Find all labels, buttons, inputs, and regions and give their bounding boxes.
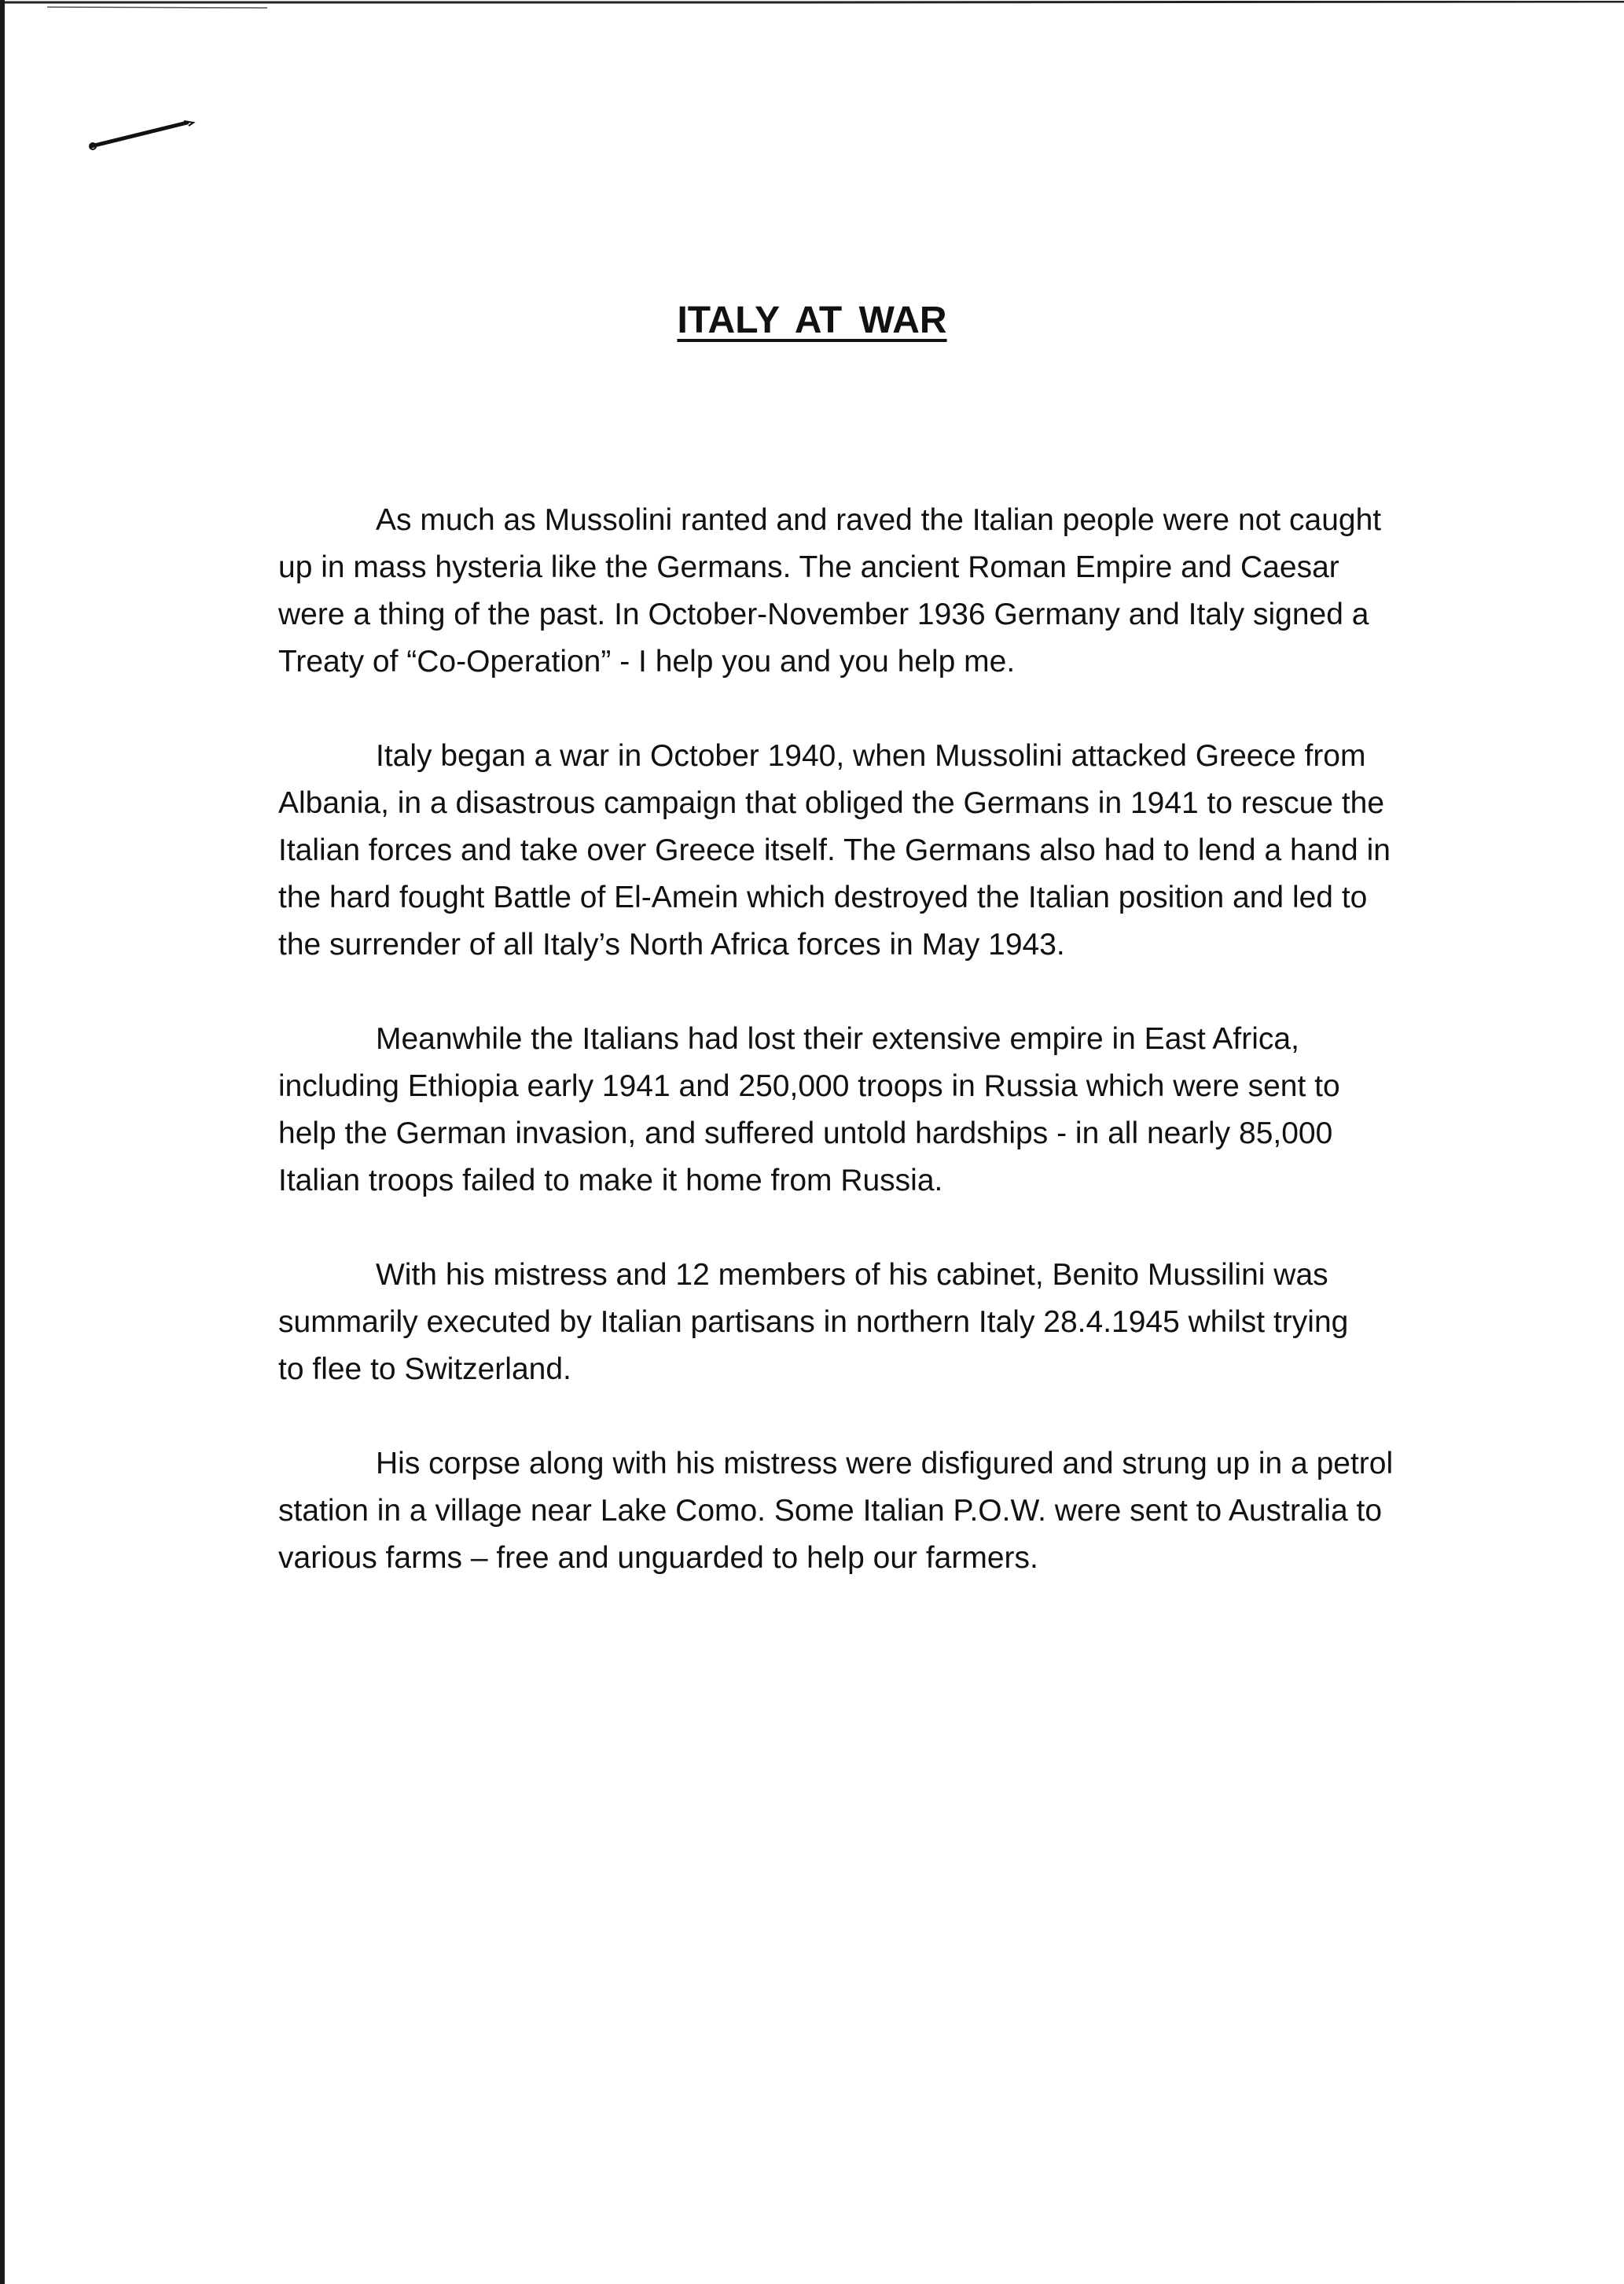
document-body	[278, 497, 1536, 1629]
title-text: ITALY AT WAR	[677, 300, 947, 341]
paragraph-line: Italian forces and take over Greece itself. The Germans also had to lend a hand in	[278, 833, 1391, 867]
scan-edge-line	[0, 1, 1624, 9]
paragraph-line: As much as Mussolini ranted and raved the Italian people were not caught	[376, 503, 1382, 537]
paragraph-line: were a thing of the past. In October-November 1936 Germany and Italy signed a	[278, 598, 1369, 631]
paragraph-line: various farms – free and unguarded to help our farmers.	[278, 1541, 1038, 1575]
paragraph-line: including Ethiopia early 1941 and 250,000 troops in Russia which were sent to	[278, 1069, 1340, 1103]
paragraph-2	[278, 733, 1536, 969]
paragraph-line: help the German invasion, and suffered untold hardships - in all nearly 85,000	[278, 1116, 1333, 1150]
paragraph-1	[278, 497, 1536, 686]
paragraph-line: His corpse along with his mistress were disfigured and strung up in a petrol	[376, 1447, 1394, 1480]
paragraph-line: up in mass hysteria like the Germans. The ancient Roman Empire and Caesar	[278, 550, 1339, 584]
paragraph-line: Meanwhile the Italians had lost their extensive empire in East Africa,	[376, 1022, 1299, 1056]
paragraph-line: Italian troops failed to make it home from Russia.	[278, 1164, 943, 1197]
pen-mark	[86, 118, 204, 157]
paragraph-line: summarily executed by Italian partisans in northern Italy 28.4.1945 whilst trying	[278, 1305, 1349, 1339]
document-title	[0, 297, 1624, 344]
paragraph-line: With his mistress and 12 members of his cabinet, Benito Mussilini was	[376, 1258, 1328, 1292]
paragraph-line: Treaty of “Co-Operation” - I help you and you help me.	[278, 645, 1016, 679]
scan-edge-top	[0, 0, 1624, 9]
pen-stroke-mark	[86, 118, 204, 157]
paragraph-4	[278, 1252, 1536, 1393]
paragraph-5	[278, 1440, 1536, 1582]
paragraph-line: Albania, in a disastrous campaign that obliged the Germans in 1941 to rescue the	[278, 786, 1385, 820]
paragraph-line: to flee to Switzerland.	[278, 1352, 571, 1386]
paragraph-3	[278, 1016, 1536, 1205]
paragraph-line: station in a village near Lake Como. Some Italian P.O.W. were sent to Australia to	[278, 1494, 1383, 1528]
paragraph-line: Italy began a war in October 1940, when Mussolini attacked Greece from	[376, 739, 1366, 773]
paragraph-line: the hard fought Battle of El-Amein which destroyed the Italian position and led to	[278, 881, 1368, 914]
paragraph-line: the surrender of all Italy’s North Africa forces in May 1943.	[278, 928, 1065, 962]
